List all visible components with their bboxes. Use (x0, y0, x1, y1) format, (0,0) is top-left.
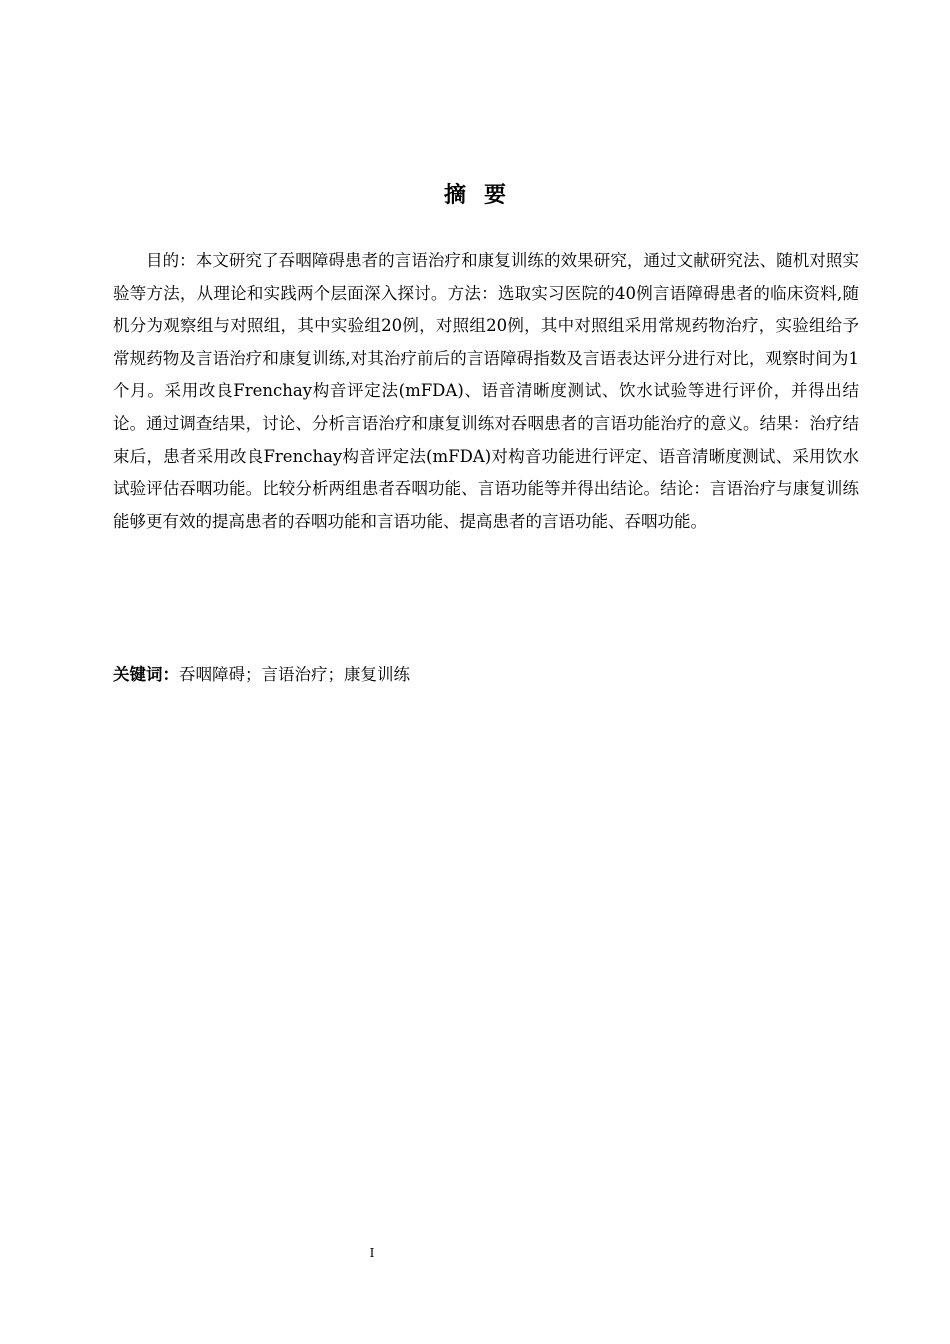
abstract-title: 摘要 (443, 183, 524, 208)
abstract-body: 目的：本文研究了吞咽障碍患者的言语治疗和康复训练的效果研究，通过文献研究法、随机对照实验等方法，从理论和实践两个层面深入探讨。方法：选取实习医院的40例言语障碍患者的临床资料,随机分为观察组与对照组，其中实验组20例，对照组20例，其中对照组采用常规药物治疗，实验组给予常规药物及言语治疗和康复训练,对其治疗前后的言语障碍指数及言语表达评分进行对比，观察时间为1个月。采用改良Frenchay构音评定法(mFDA)、语音清晰度测试、饮水试验等进行评价，并得出结论。通过调查结果，讨论、分析言语治疗和康复训练对吞咽患者的言语功能治疗的意义。结果：治疗结束后，患者采用改良Frenchay构音评定法(mFDA)对构音功能进行评定、语音清晰度测试、采用饮水试验评估吞咽功能。比较分析两组患者吞咽功能、言语功能等并得出结论。结论：言语治疗与康复训练能够更有效的提高患者的吞咽功能和言语功能、提高患者的言语功能、吞咽功能。 (113, 251, 859, 531)
page-number: I (369, 1246, 375, 1260)
keywords-label: 关键词： (113, 665, 179, 684)
keywords-line (113, 659, 859, 691)
keywords-text: 吞咽障碍；言语治疗；康复训练 (179, 665, 410, 684)
